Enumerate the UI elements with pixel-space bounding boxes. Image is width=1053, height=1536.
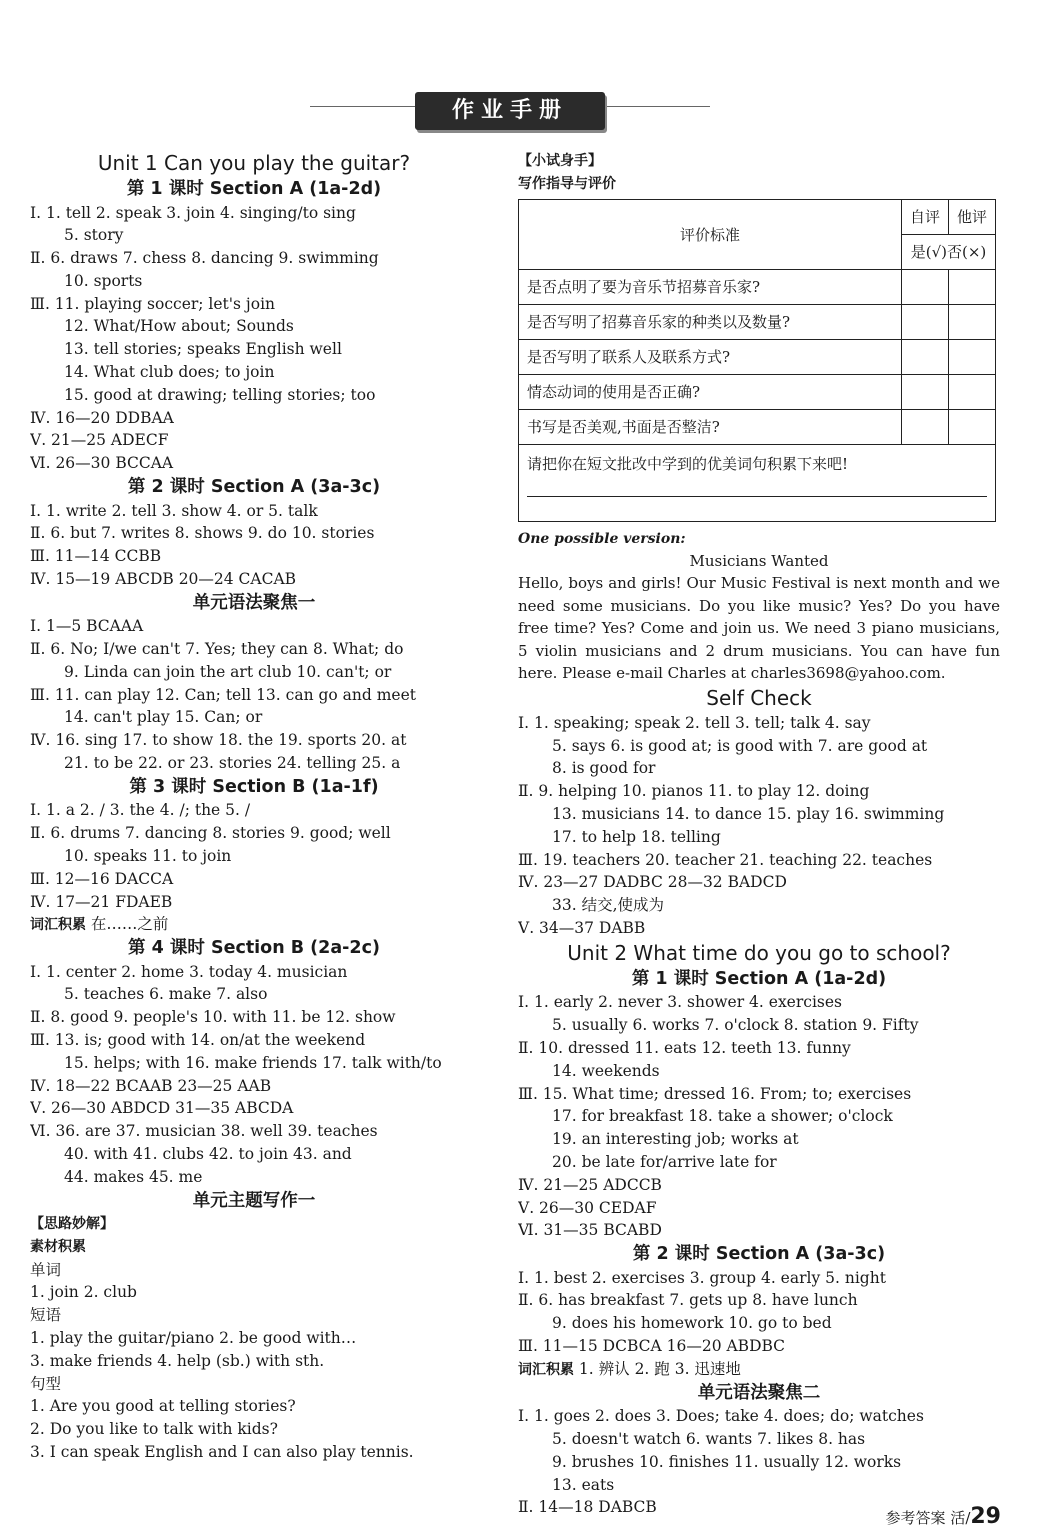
answer-line: 12. What/How about; Sounds [64, 317, 294, 336]
table-row: 情态动词的使用是否正确? [519, 374, 996, 409]
answer-line: 1. play the guitar/piano 2. be good with… [30, 1329, 357, 1348]
vocab-label: 词汇积累 [518, 1361, 574, 1378]
page-footer [886, 1504, 1001, 1529]
answer-line: Ⅳ. 15—19 ABCDB 20—24 CACAB [30, 569, 297, 588]
answer-line: 单词 [30, 1260, 62, 1279]
essay-text: Hello, boys and girls! Our Music Festival is next month and we need some musicians. Do you like music? Yes? Do you have free time? Yes? Come and join us. We need 3 piano musicians, 5 violin musicians and 2 drum musicians. You can have fun here. Please e-mail Charles at charles3698@yahoo.com. [518, 574, 1000, 683]
answer-line: Ⅳ. 17—21 FDAEB [30, 892, 173, 911]
self-eval-cell[interactable] [902, 304, 949, 339]
answer-line: Ⅴ. 26—30 ABDCD 31—35 ABCDA [30, 1099, 294, 1118]
answer-line: 13. eats [552, 1475, 615, 1494]
answer-line: Ⅳ. 16—20 DDBAA [30, 408, 174, 427]
answer-line: Ⅴ. 21—25 ADECF [30, 431, 169, 450]
table-row: 是否写明了联系人及联系方式? [519, 339, 996, 374]
answer-line: 9. Linda can join the art club 10. can't; or [64, 662, 392, 681]
table-row: 是否点明了要为音乐节招募音乐家? [519, 269, 996, 304]
section-heading: 单元主题写作一 [192, 1190, 316, 1211]
notes-prompt: 请把你在短文批改中学到的优美词句积累下来吧! [527, 454, 849, 473]
writing-guide-label: 写作指导与评价 [518, 175, 616, 192]
answer-line: 17. for breakfast 18. take a shower; o'clock [552, 1107, 893, 1126]
answer-line: Ⅲ. 11—14 CCBB [30, 547, 162, 566]
answer-line: Ⅰ. 1—5 BCAAA [30, 617, 144, 636]
answer-line: Ⅱ. 6. has breakfast 7. gets up 8. have lunch [518, 1291, 858, 1310]
answer-line: Ⅱ. 6. but 7. writes 8. shows 9. do 10. stories [30, 524, 375, 543]
right-answer-list [518, 685, 1000, 1519]
table-row [519, 444, 996, 521]
banner [310, 92, 710, 132]
table-row: 书写是否美观,书面是否整洁? [519, 409, 996, 444]
answer-line: 14. can't play 15. Can; or [64, 708, 263, 727]
evaluation-table [518, 199, 996, 522]
criteria-header: 评价标准 [519, 199, 902, 269]
answer-line: Ⅱ. 10. dressed 11. eats 12. teeth 13. funny [518, 1038, 851, 1057]
footer-separator: 活/ [950, 1509, 971, 1527]
answer-line: 33. 结交,使成为 [552, 896, 665, 915]
answer-line: Ⅳ. 18—22 BCAAB 23—25 AAB [30, 1076, 272, 1095]
answer-line: Ⅳ. 16. sing 17. to show 18. the 19. sports 20. at [30, 731, 407, 750]
answer-line: Ⅰ. 1. a 2. / 3. the 4. /; the 5. / [30, 801, 251, 820]
answer-line: Ⅰ. 1. center 2. home 3. today 4. musician [30, 962, 348, 981]
unit-title: Unit 2 What time do you go to school? [567, 940, 951, 965]
answer-line: 10. sports [64, 271, 143, 290]
answer-line: 15. helps; with 16. make friends 17. talk with/to [64, 1053, 442, 1072]
marks-header: 是(√)否(×) [902, 234, 996, 269]
answer-line: 44. makes 45. me [64, 1167, 203, 1186]
peer-eval-cell[interactable] [949, 374, 996, 409]
page-number: 29 [970, 1504, 1001, 1529]
footer-label: 参考答案 [885, 1509, 946, 1527]
self-eval-header: 自评 [902, 199, 949, 234]
vocab-text: 1. 辨认 2. 跑 3. 迅速地 [574, 1359, 741, 1378]
notes-line [527, 496, 987, 497]
answer-line: 8. is good for [552, 759, 656, 778]
peer-eval-cell[interactable] [949, 409, 996, 444]
answer-line: Ⅳ. 21—25 ADCCB [518, 1175, 662, 1194]
answer-line: 5. says 6. is good at; is good with 7. are good at [552, 736, 928, 755]
answer-line: 3. I can speak English and I can also play tennis. [30, 1443, 414, 1462]
answer-line: Ⅲ. 15. What time; dressed 16. From; to; exercises [518, 1084, 912, 1103]
answer-line: Ⅱ. 6. drums 7. dancing 8. stories 9. good; well [30, 824, 391, 843]
answer-line: 14. What club does; to join [64, 363, 275, 382]
answer-line: Ⅲ. 11. can play 12. Can; tell 13. can go and meet [30, 685, 417, 704]
answer-line: 1. Are you good at telling stories? [30, 1397, 296, 1416]
answer-line: Ⅰ. 1. goes 2. does 3. Does; take 4. does; do; watches [518, 1407, 924, 1426]
section-heading: 单元语法聚焦一 [192, 592, 316, 613]
answer-line: 21. to be 22. or 23. stories 24. telling 25. a [64, 754, 401, 773]
answer-line: Ⅰ. 1. tell 2. speak 3. join 4. singing/to sing [30, 203, 356, 222]
answer-line: Ⅰ. 1. write 2. tell 3. show 4. or 5. talk [30, 501, 318, 520]
self-eval-cell[interactable] [902, 339, 949, 374]
unit-title: Self Check [706, 685, 812, 710]
practice-label: 【小试身手】 [518, 153, 602, 169]
peer-eval-cell[interactable] [949, 339, 996, 374]
self-eval-cell[interactable] [902, 374, 949, 409]
version-label: One possible version: [518, 530, 686, 547]
answer-line: Ⅵ. 26—30 BCCAA [30, 454, 174, 473]
answer-line: 13. tell stories; speaks English well [64, 340, 342, 359]
answer-line: Ⅰ. 1. early 2. never 3. shower 4. exercises [518, 993, 842, 1012]
answer-line: 15. good at drawing; telling stories; too [64, 385, 376, 404]
answer-line: 5. story [64, 226, 124, 245]
answer-line: Ⅰ. 1. speaking; speak 2. tell 3. tell; talk 4. say [518, 713, 871, 732]
answer-line: 5. teaches 6. make 7. also [64, 985, 268, 1004]
self-eval-cell[interactable] [902, 409, 949, 444]
answer-line: Ⅱ. 6. No; I/we can't 7. Yes; they can 8. What; do [30, 640, 404, 659]
peer-eval-cell[interactable] [949, 304, 996, 339]
answer-line: 13. musicians 14. to dance 15. play 16. swimming [552, 805, 945, 824]
essay-title: Musicians Wanted [689, 552, 829, 571]
answer-line: Ⅲ. 12—16 DACCA [30, 869, 174, 888]
answer-line: 5. usually 6. works 7. o'clock 8. station 9. Fifty [552, 1016, 919, 1035]
answer-line: Ⅱ. 6. draws 7. chess 8. dancing 9. swimming [30, 249, 379, 268]
answer-line: 短语 [30, 1306, 62, 1325]
answer-line: 2. Do you like to talk with kids? [30, 1420, 278, 1439]
answer-line: 9. does his homework 10. go to bed [552, 1314, 832, 1333]
section-heading: 第 3 课时 Section B (1a-1f) [129, 776, 379, 797]
section-label: 素材积累 [30, 1238, 86, 1255]
answer-line: Ⅲ. 13. is; good with 14. on/at the weekend [30, 1031, 366, 1049]
answer-line: 19. an interesting job; works at [552, 1130, 799, 1149]
answer-line: 句型 [30, 1374, 62, 1393]
answer-line: 3. make friends 4. help (sb.) with sth. [30, 1351, 325, 1370]
answer-line: Ⅱ. 8. good 9. people's 10. with 11. be 12. show [30, 1008, 396, 1027]
vocab-label: 词汇积累 [30, 917, 86, 934]
vocab-line [518, 1358, 1000, 1381]
section-heading: 单元语法聚焦二 [697, 1382, 821, 1403]
answer-line: Ⅲ. 11—15 DCBCA 16—20 ABDBC [518, 1337, 786, 1356]
answer-line: Ⅴ. 26—30 CEDAF [518, 1198, 657, 1217]
answer-line: 14. weekends [552, 1061, 660, 1080]
answer-line: 1. join 2. club [30, 1283, 137, 1302]
notes-cell[interactable] [519, 444, 996, 521]
peer-eval-cell[interactable] [949, 269, 996, 304]
answer-line: 10. speaks 11. to join [64, 846, 232, 865]
answer-line: 5. doesn't watch 6. wants 7. likes 8. has [552, 1429, 866, 1448]
vocab-text: 在……之前 [86, 915, 169, 934]
answer-line: Ⅲ. 19. teachers 20. teacher 21. teaching 22. teaches [518, 850, 933, 869]
left-column [30, 150, 478, 1464]
answer-line: Ⅰ. 1. best 2. exercises 3. group 4. early 5. night [518, 1268, 886, 1287]
answer-line: 9. brushes 10. finishes 11. usually 12. works [552, 1452, 902, 1471]
answer-line: Ⅱ. 9. helping 10. pianos 11. to play 12. doing [518, 782, 870, 801]
section-heading: 第 2 课时 Section A (3a-3c) [632, 1244, 886, 1265]
section-label: 【思路妙解】 [30, 1216, 114, 1233]
answer-line: Ⅲ. 11. playing soccer; let's join [30, 294, 276, 313]
peer-eval-header: 他评 [949, 199, 996, 234]
banner-title: 作业手册 [415, 92, 605, 130]
answer-line: Ⅵ. 31—35 BCABD [518, 1221, 662, 1240]
section-heading: 第 1 课时 Section A (1a-2d) [126, 179, 382, 199]
answer-line: 17. to help 18. telling [552, 827, 721, 846]
answer-line: Ⅳ. 23—27 DADBC 28—32 BADCD [518, 873, 787, 892]
answer-line: Ⅱ. 14—18 DABCB [518, 1498, 657, 1517]
table-row: 是否写明了招募音乐家的种类以及数量? [519, 304, 996, 339]
answer-line: Ⅴ. 34—37 DABB [518, 919, 646, 938]
section-heading: 第 4 课时 Section B (2a-2c) [128, 938, 380, 959]
unit-title: Unit 1 Can you play the guitar? [97, 151, 411, 175]
answer-line: 20. be late for/arrive late for [552, 1152, 777, 1171]
vocab-line [30, 913, 478, 936]
section-heading: 第 1 课时 Section A (1a-2d) [631, 968, 887, 989]
self-eval-cell[interactable] [902, 269, 949, 304]
right-column [518, 150, 1000, 1519]
section-heading: 第 2 课时 Section A (3a-3c) [127, 477, 381, 498]
answer-line: Ⅵ. 36. are 37. musician 38. well 39. teaches [30, 1122, 378, 1141]
answer-line: 40. with 41. clubs 42. to join 43. and [64, 1144, 352, 1163]
